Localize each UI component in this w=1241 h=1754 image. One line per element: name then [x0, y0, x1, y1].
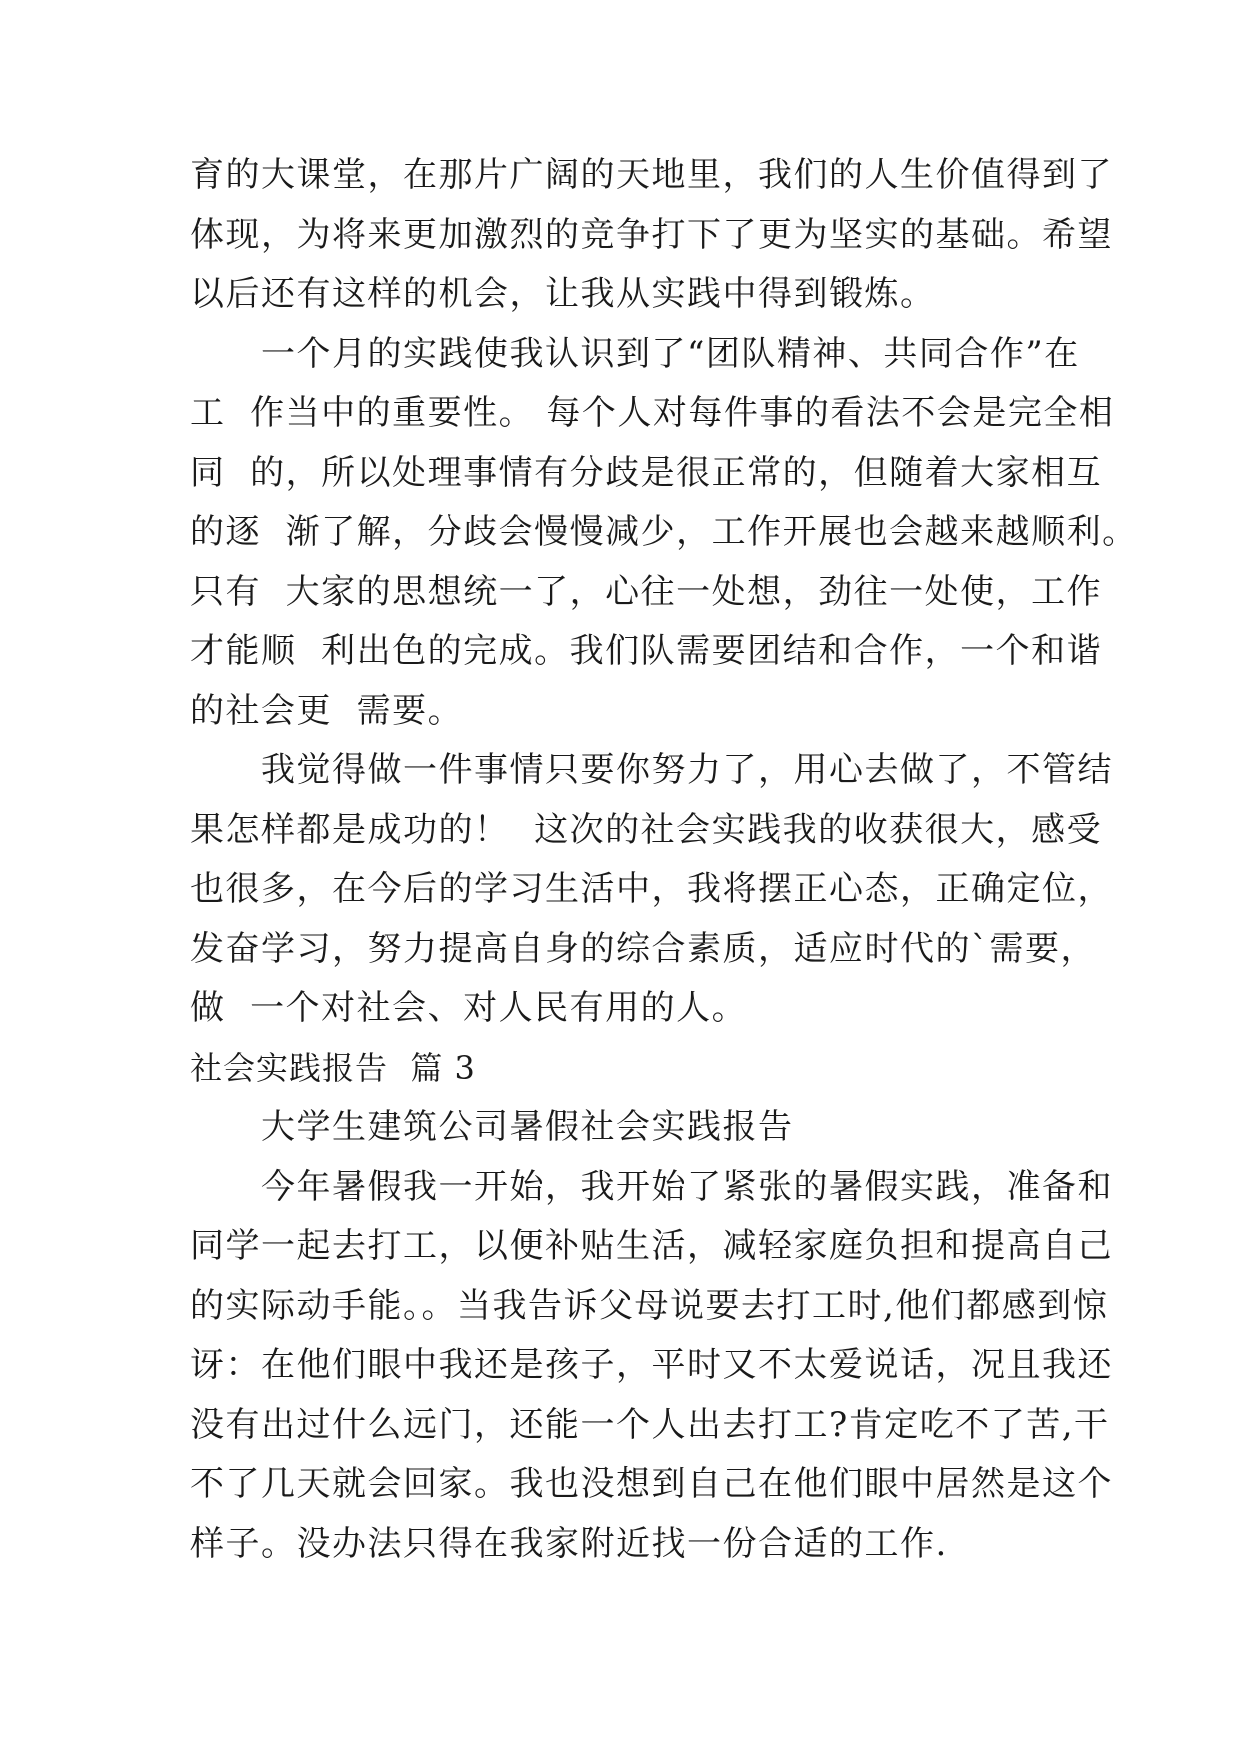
- text-line: 才能顺 利出色的完成。我们队需要团结和合作，一个和谐: [190, 631, 1103, 671]
- text-line: 的实际动手能。。当我告诉父母说要去打工时,他们都感到惊: [190, 1285, 1109, 1326]
- text-line: 一个月的实践使我认识到了“团队精神、共同合作”在: [190, 333, 1080, 374]
- text-line: 今年暑假我一开始，我开始了紧张的暑假实践，准备和: [190, 1166, 1113, 1207]
- text-line: 的社会更 需要。: [190, 690, 464, 731]
- text-line: 同 的，所以处理事情有分歧是很正常的，但随着大家相互: [190, 452, 1103, 493]
- text-line: 的逐 渐了解，分歧会慢慢减少，工作开展也会越来越顺利。: [190, 512, 1138, 552]
- text-line: 讶：在他们眼中我还是孩子，平时又不太爱说话，况且我还: [190, 1345, 1113, 1385]
- document-body: [190, 146, 1138, 1574]
- text-line: 做 一个对社会、对人民有用的人。: [190, 988, 748, 1028]
- text-line: 没有出过什么远门，还能一个人出去打工?肯定吃不了苦,干: [190, 1404, 1110, 1445]
- text-line: 只有 大家的思想统一了，心往一处想，劲往一处使，工作: [190, 571, 1103, 612]
- text-line: 发奋学习，努力提高自身的综合素质，适应时代的`需要，: [190, 928, 1096, 969]
- text-line: 工 作当中的重要性。 每个人对每件事的看法不会是完全相: [190, 393, 1115, 433]
- text-line: 样子。没办法只得在我家附近找一份合适的工作.: [190, 1523, 948, 1564]
- section-heading: 社会实践报告 篇 3: [190, 1048, 476, 1087]
- text-line: 同学一起去打工，以便补贴生活，减轻家庭负担和提高自己: [190, 1226, 1113, 1266]
- text-line: 体现，为将来更加激烈的竞争打下了更为坚实的基础。希望: [190, 214, 1113, 255]
- text-line: 果怎样都是成功的！ 这次的社会实践我的收获很大，感受: [190, 809, 1103, 850]
- text-line: 不了几天就会回家。我也没想到自己在他们眼中居然是这个: [190, 1464, 1113, 1504]
- text-line: 我觉得做一件事情只要你努力了，用心去做了，不管结: [190, 750, 1113, 790]
- text-line: 以后还有这样的机会，让我从实践中得到锻炼。: [190, 274, 936, 314]
- report-title: 大学生建筑公司暑假社会实践报告: [190, 1107, 794, 1147]
- text-line: 育的大课堂，在那片广阔的天地里，我们的人生价值得到了: [190, 155, 1113, 195]
- text-line: 也很多，在今后的学习生活中，我将摆正心态，正确定位，: [190, 869, 1113, 909]
